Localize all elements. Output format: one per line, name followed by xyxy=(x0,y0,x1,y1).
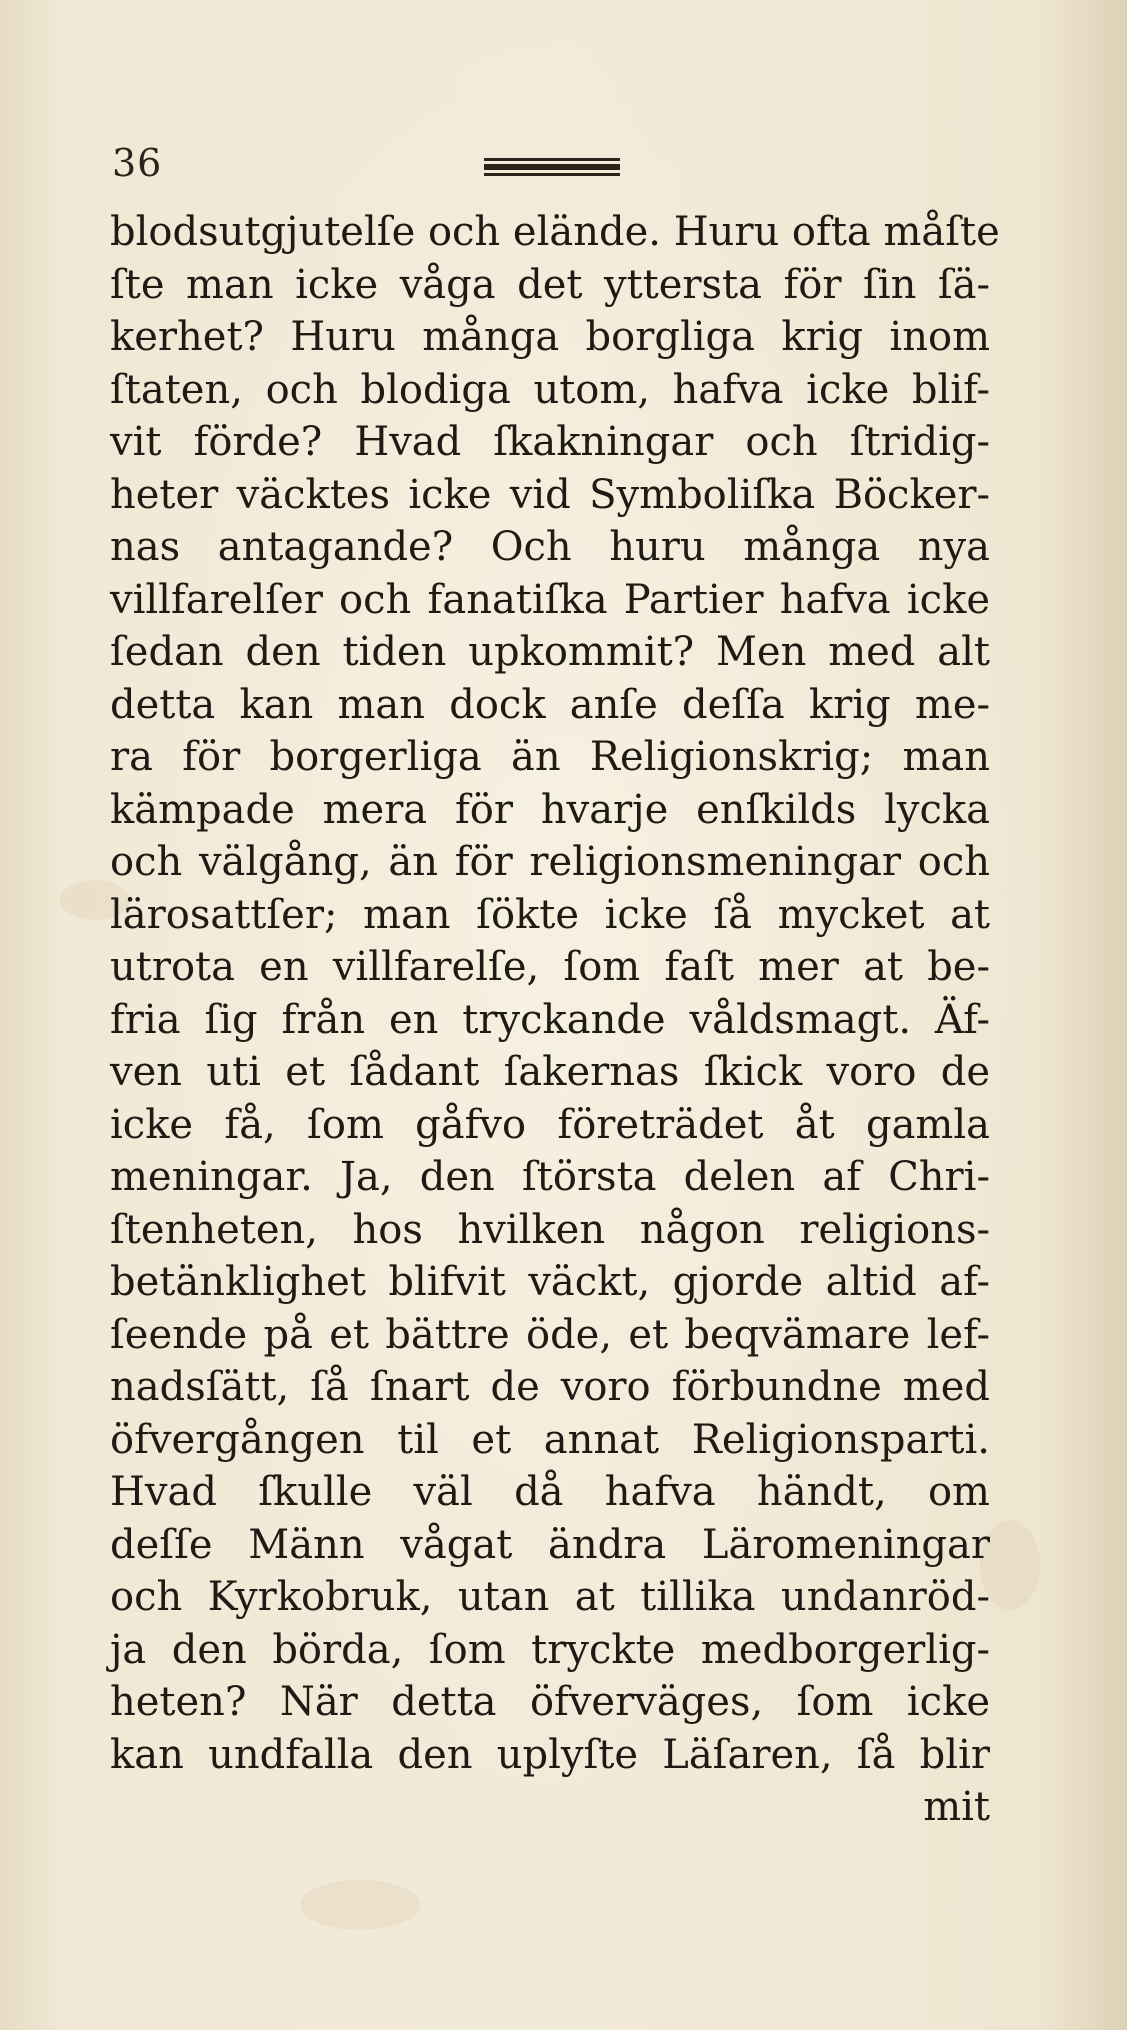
body-text xyxy=(110,206,1000,1834)
text-line: ſedan den tiden upkommit? Men med alt xyxy=(110,629,990,675)
text-line: ſtaten, och blodiga utom, hafva icke blif- xyxy=(110,366,990,413)
text-line: betänklighet blifvit väckt, gjorde altid af- xyxy=(110,1259,990,1305)
text-line: blodsutgjutelſe och elände. Huru ofta måſte xyxy=(110,209,1000,255)
text-line: villfarelſer och fanatiſka Partier hafva icke xyxy=(110,576,990,623)
page-number: 36 xyxy=(112,141,163,185)
text-line: icke få, ſom gåfvo företrädet åt gamla xyxy=(110,1101,990,1148)
text-line: meningar. Ja, den ſtörsta delen af Chri- xyxy=(110,1154,990,1200)
text-line: heter väcktes icke vid Symboliſka Böcker- xyxy=(110,471,990,518)
text-line: detta kan man dock anſe deſſa krig me- xyxy=(110,681,990,728)
text-line: ja den börda, ſom tryckte medborgerlig- xyxy=(110,1626,990,1673)
text-line: kämpade mera för hvarje enſkilds lycka xyxy=(110,786,990,833)
text-line: öfvergången til et annat Religionsparti. xyxy=(110,1416,990,1463)
text-line: ſte man icke våga det yttersta för ſin ſä- xyxy=(110,261,990,308)
page-header xyxy=(0,0,1127,200)
text-line: nadsſätt, ſå ſnart de voro förbundne med xyxy=(110,1364,990,1410)
text-line: lärosattſer; man ſökte icke ſå mycket at xyxy=(110,891,990,938)
text-line: heten? När detta öfverväges, ſom icke xyxy=(110,1679,990,1725)
text-line: vit förde? Hvad ſkakningar och ſtridig- xyxy=(110,419,990,465)
text-line: deſſe Männ vågat ändra Läromeningar xyxy=(110,1521,990,1568)
text-line: utrota en villfarelſe, ſom faſt mer at be- xyxy=(110,944,990,990)
text-line: Hvad ſkulle väl då hafva händt, om xyxy=(110,1469,990,1515)
text-line: ſtenheten, hos hvilken någon religions- xyxy=(110,1206,990,1253)
text-line: kan undfalla den uplyſte Läſaren, ſå blir xyxy=(110,1731,990,1778)
text-line: ſeende på et bättre öde, et beqvämare lef- xyxy=(110,1311,990,1358)
text-line: nas antagande? Och huru många nya xyxy=(110,524,990,570)
text-line: fria ſig från en tryckande våldsmagt. Äf- xyxy=(110,996,990,1043)
text-line: ven uti et ſådant ſakernas ſkick voro de xyxy=(110,1049,990,1095)
text-line: och välgång, än för religionsmeningar och xyxy=(110,839,990,885)
ornamental-rule xyxy=(484,158,620,180)
text-line: kerhet? Huru många borgliga krig inom xyxy=(110,314,990,360)
text-line: och Kyrkobruk, utan at tillika undanröd- xyxy=(110,1574,990,1620)
text-line: ra för borgerliga än Religionskrig; man xyxy=(110,734,990,780)
catchword: mit xyxy=(923,1784,990,1830)
paper-stain xyxy=(300,1880,420,1930)
